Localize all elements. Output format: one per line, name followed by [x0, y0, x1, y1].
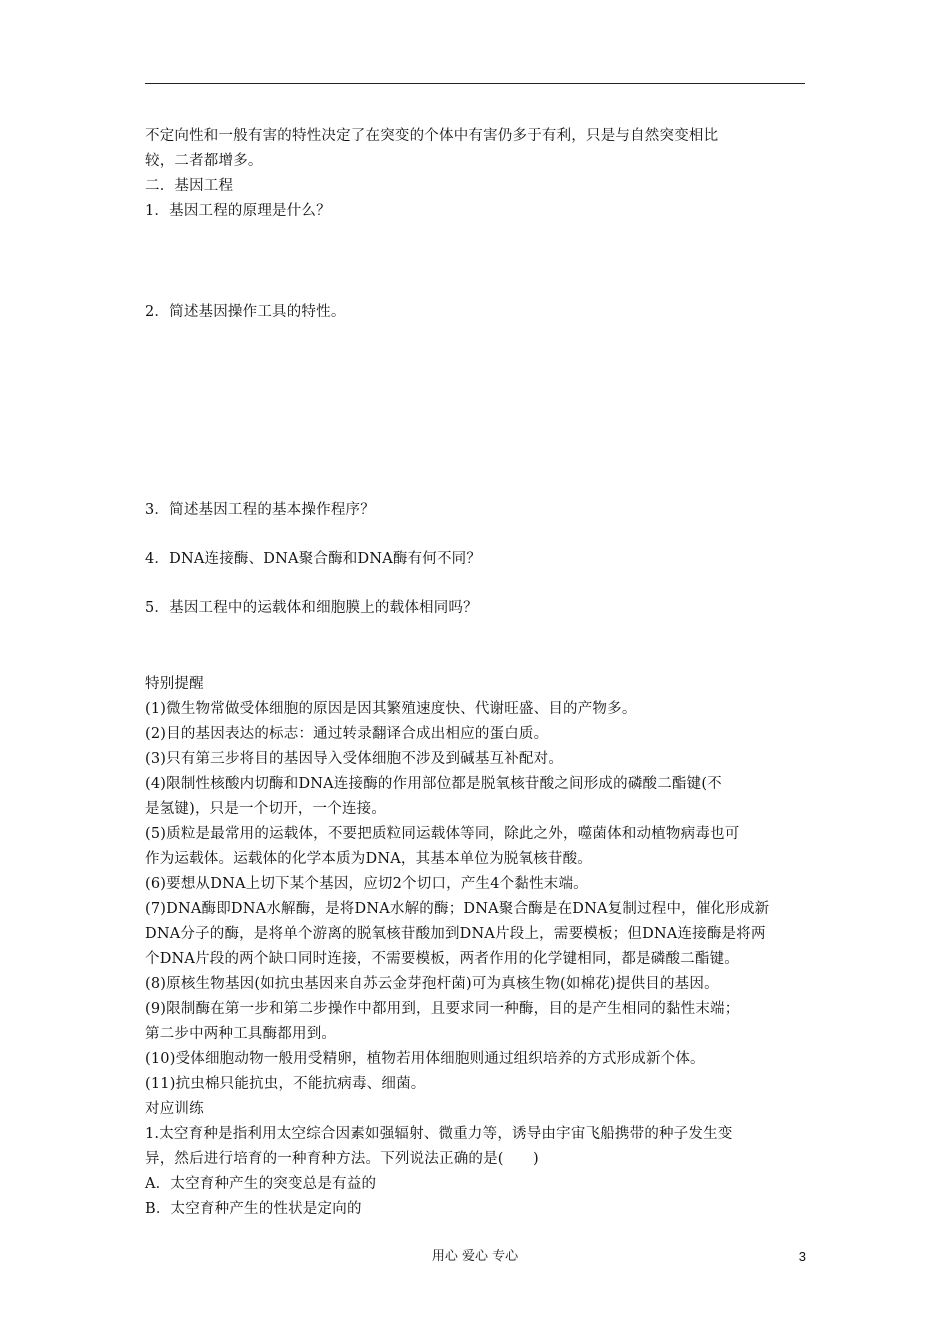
question-line: 2．简述基因操作工具的特性。	[145, 304, 346, 320]
question-line: 5．基因工程中的运载体和细胞膜上的载体相同吗？	[145, 600, 478, 616]
text-line: (4)限制性核酸内切酶和DNA连接酶的作用部位都是脱氧核苷酸之间形成的磷酸二酯键(不	[145, 776, 722, 792]
text-line: (3)只有第三步将目的基因导入受体细胞不涉及到碱基互补配对。	[145, 751, 564, 767]
text-line: (7)DNA酶即DNA水解酶，是将DNA水解的酶；DNA聚合酶是在DNA复制过程中，催化形成新	[145, 901, 770, 917]
text-line: (5)质粒是最常用的运载体，不要把质粒同运载体等同，除此之外，噬菌体和动植物病毒也可	[145, 826, 740, 842]
section-heading: 特别提醒	[145, 676, 204, 692]
text-line: 个DNA片段的两个缺口同时连接，不需要模板，两者作用的化学键相同，都是磷酸二酯键。	[145, 951, 739, 967]
text-line: (6)要想从DNA上切下某个基因，应切2个切口，产生4个黏性末端。	[145, 876, 588, 892]
question-line: 3．简述基因工程的基本操作程序？	[145, 502, 375, 518]
text-line: (10)受体细胞动物一般用受精卵，植物若用体细胞则通过组织培养的方式形成新个体。	[145, 1051, 705, 1067]
text-line: (9)限制酶在第一步和第二步操作中都用到，且要求同一种酶，目的是产生相同的黏性末端；	[145, 1001, 740, 1017]
header-rule	[145, 83, 805, 84]
text-line: 第二步中两种工具酶都用到。	[145, 1026, 337, 1042]
text-line: 1.太空育种是指利用太空综合因素如强辐射、微重力等，诱导由宇宙飞船携带的种子发生变	[145, 1126, 733, 1142]
text-line: (11)抗虫棉只能抗虫，不能抗病毒、细菌。	[145, 1076, 426, 1092]
page-number: 3	[798, 1249, 806, 1264]
text-line: (1)微生物常做受体细胞的原因是因其繁殖速度快、代谢旺盛、目的产物多。	[145, 701, 637, 717]
text-line: DNA分子的酶，是将单个游离的脱氧核苷酸加到DNA片段上，需要模板；但DNA连接酶是将两	[145, 926, 766, 942]
answer-option: B．太空育种产生的性状是定向的	[145, 1201, 362, 1217]
question-line: 1．基因工程的原理是什么？	[145, 203, 331, 219]
text-line: (2)目的基因表达的标志：通过转录翻译合成出相应的蛋白质。	[145, 726, 549, 742]
answer-option: A．太空育种产生的突变总是有益的	[145, 1176, 377, 1192]
section-heading: 对应训练	[145, 1101, 204, 1117]
text-line: 作为运载体。运载体的化学本质为DNA，其基本单位为脱氧核苷酸。	[145, 851, 592, 867]
section-heading: 二．基因工程	[145, 178, 234, 194]
footer-text: 用心 爱心 专心	[431, 1249, 519, 1264]
question-line: 4．DNA连接酶、DNA聚合酶和DNA酶有何不同？	[145, 551, 482, 567]
text-line: 是氢键)，只是一个切开，一个连接。	[145, 801, 387, 817]
text-line: 不定向性和一般有害的特性决定了在突变的个体中有害仍多于有利，只是与自然突变相比	[145, 128, 719, 144]
text-line: (8)原核生物基因(如抗虫基因来自苏云金芽孢杆菌)可为真核生物(如棉花)提供目的基因。	[145, 976, 719, 992]
text-line: 异，然后进行培育的一种育种方法。下列说法正确的是( )	[145, 1151, 539, 1167]
text-line: 较，二者都增多。	[145, 153, 263, 169]
